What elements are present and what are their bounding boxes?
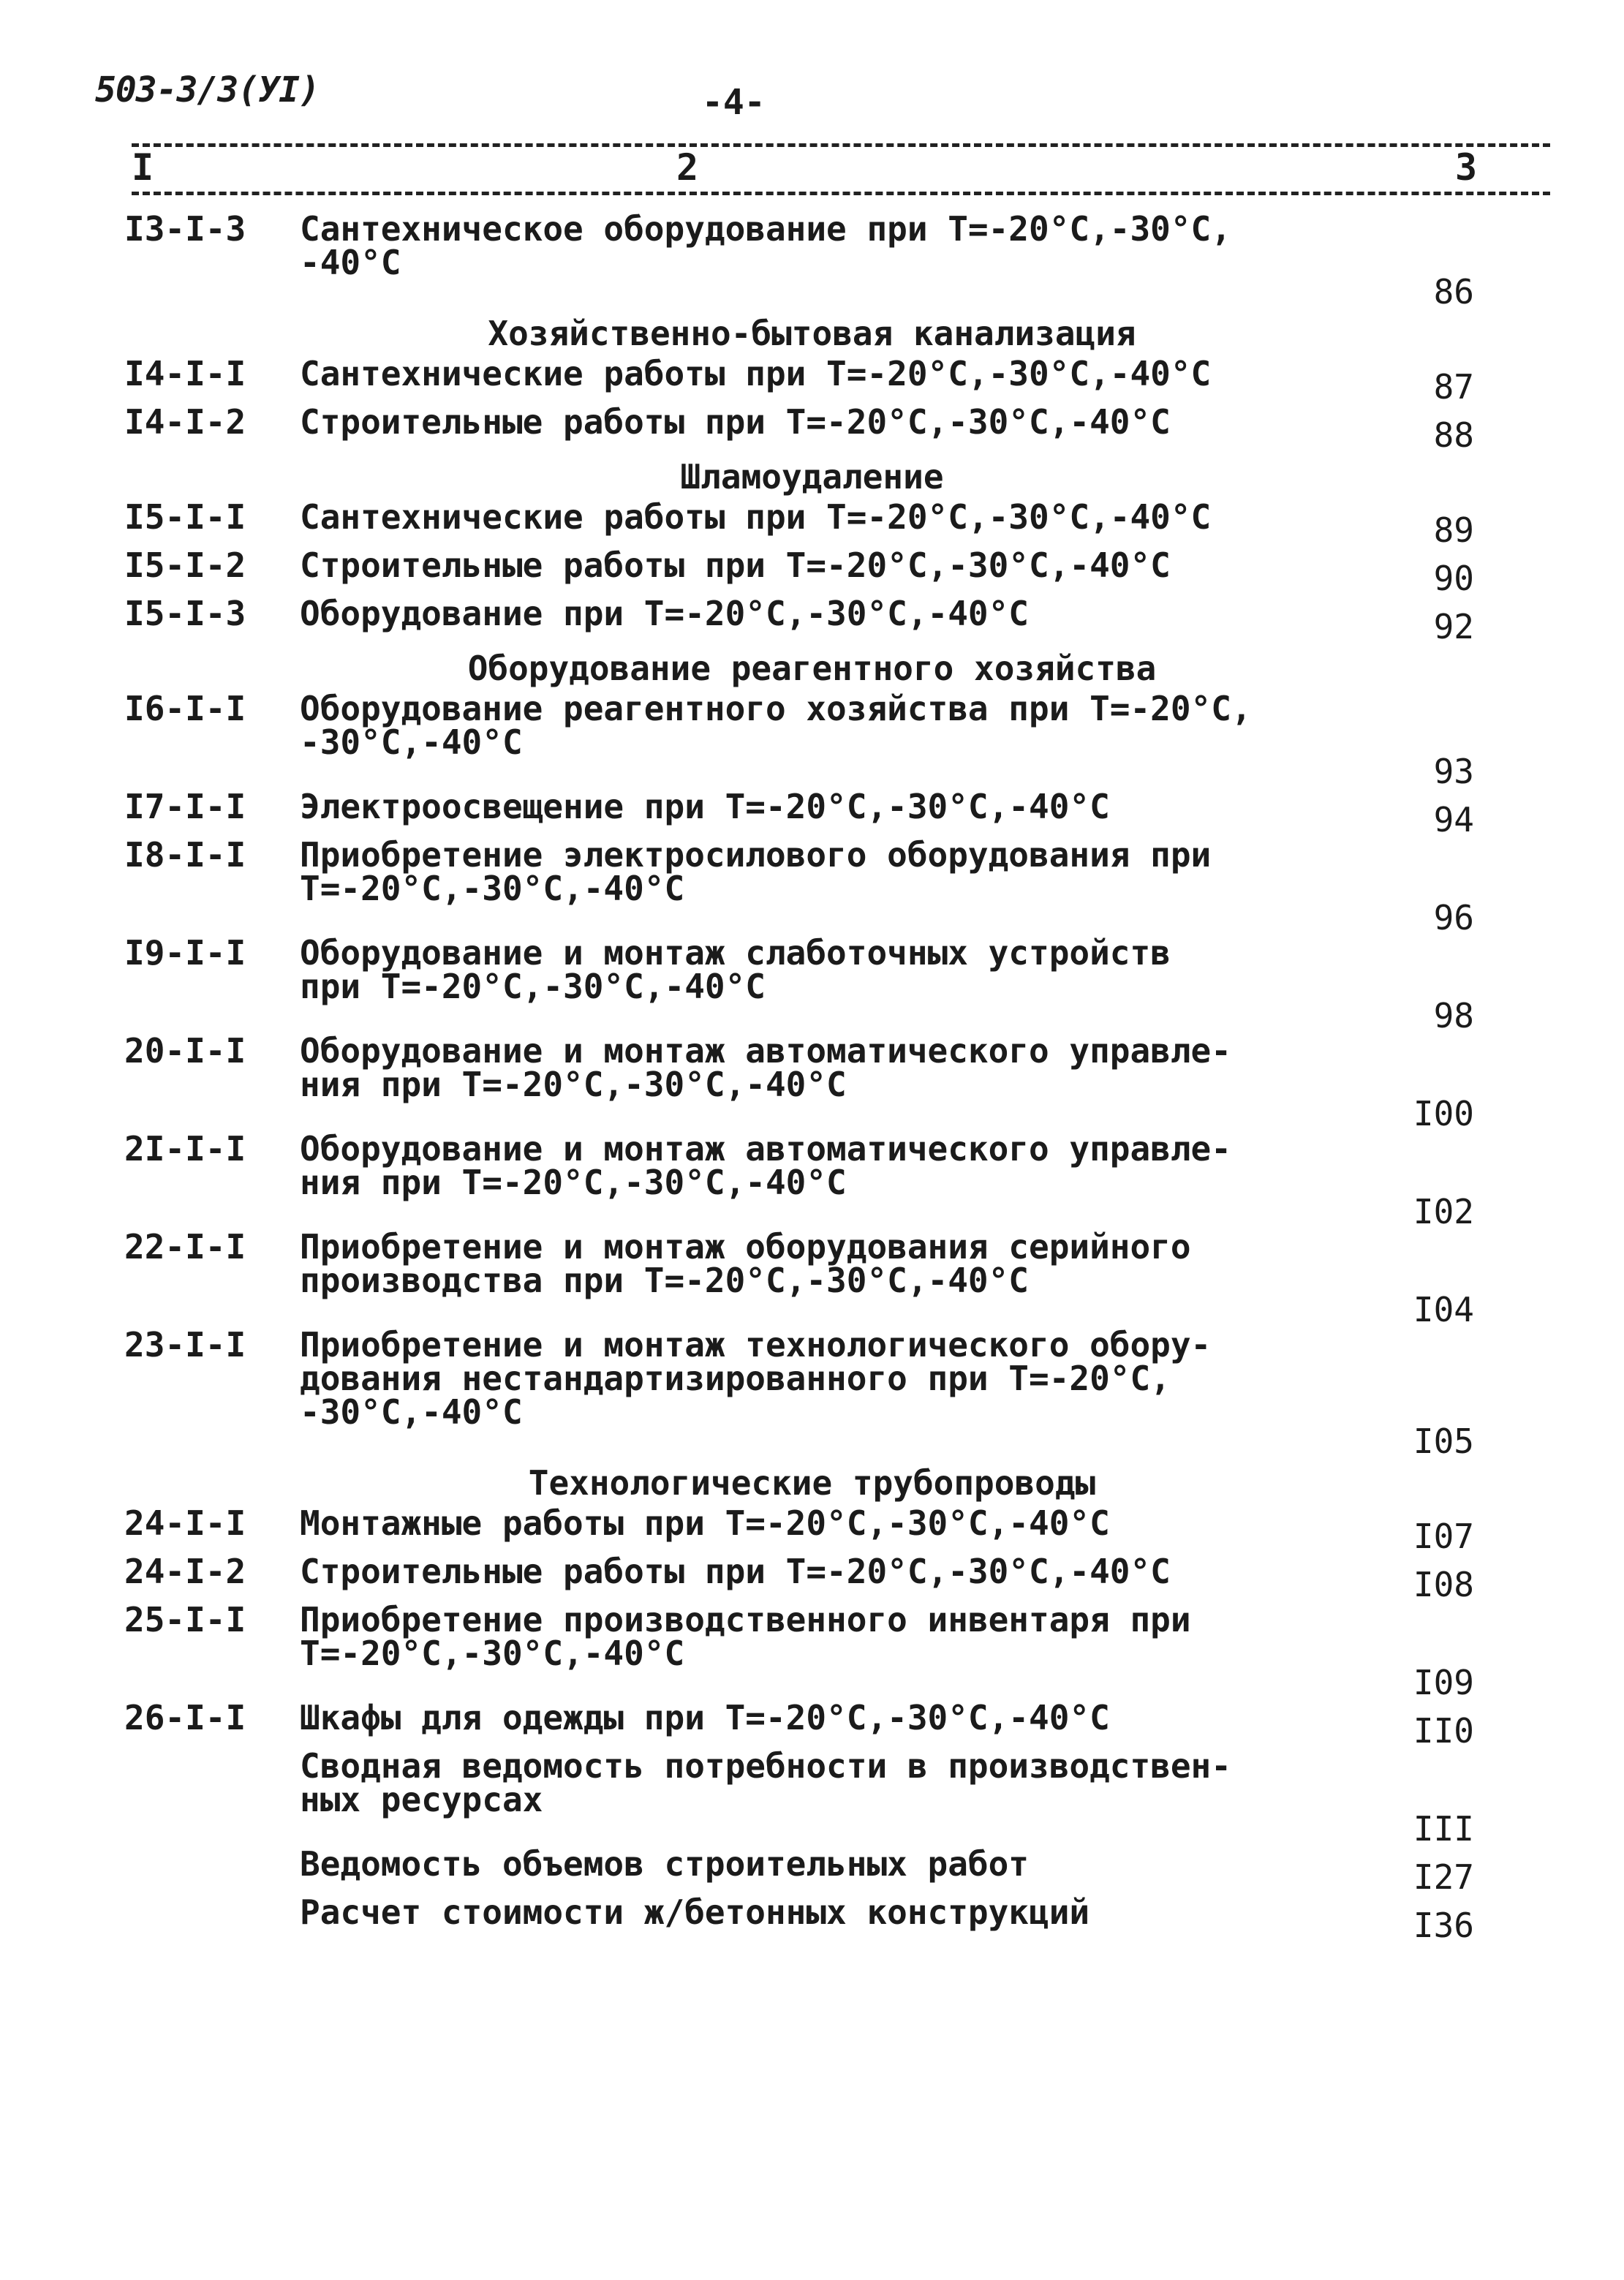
toc-entry [0,1503,1624,1556]
toc-entry-code: I3-I-3 [124,209,246,249]
column-header-2: 2 [676,146,699,189]
toc-entry [0,1552,1624,1604]
toc-entry-title [300,835,1309,908]
toc-entry-title-line: -30°С,-40°С [300,1392,523,1432]
toc-entry-page: I27 [1413,1857,1474,1897]
document-code: 503-3/3(УI) [95,69,320,110]
toc-entry-title [300,354,1309,393]
toc-entry-page: 96 [1433,898,1474,937]
toc-entry-title-line: Оборудование при Т=-20°С,-30°С,-40°С [300,594,1029,633]
toc-entry-page: I00 [1413,1094,1474,1133]
toc-entry [0,1227,1624,1329]
toc-entry-code: 22-I-I [124,1227,246,1267]
toc-entry-page: 89 [1433,510,1474,550]
toc-entry [0,1892,1624,1945]
toc-entry [0,1129,1624,1231]
toc-entry-title-line: Сантехнические работы при Т=-20°С,-30°С,-40°С [300,497,1212,537]
toc-entry-title [300,1600,1309,1673]
toc-entry-title [300,1129,1309,1202]
toc-entry-title [300,787,1309,826]
toc-entry [0,1600,1624,1702]
toc-entry-code: I5-I-2 [124,546,246,585]
toc-entry [0,1031,1624,1133]
toc-entry-page: II0 [1413,1711,1474,1751]
toc-entry-page: I05 [1413,1422,1474,1461]
toc-entry [0,402,1624,455]
toc-entry-page: I04 [1413,1290,1474,1329]
toc-entry-page: 90 [1433,559,1474,598]
toc-entry-title-line: Оборудование и монтаж слаботочных устройств [300,933,1171,973]
toc-entry [0,209,1624,312]
header-divider-bottom [132,192,1550,195]
toc-entry-title-line: Строительные работы при Т=-20°С,-30°С,-40°С [300,546,1171,585]
toc-entry-code: I7-I-I [124,787,246,826]
toc-entry-page: III [1413,1809,1474,1849]
toc-entry-page: I02 [1413,1192,1474,1231]
toc-entry-title [300,689,1309,762]
toc-entry-title-line: Шкафы для одежды при Т=-20°С,-30°С,-40°С [300,1698,1110,1737]
toc-entry-title-line: Ведомость объемов строительных работ [300,1844,1029,1884]
toc-entry-title-line: производства при Т=-20°С,-30°С,-40°С [300,1261,1029,1300]
section-heading: Оборудование реагентного хозяйства [467,649,1157,688]
toc-entry-code: 2I-I-I [124,1129,246,1169]
toc-entry-code: 20-I-I [124,1031,246,1071]
toc-entry-page: I36 [1413,1906,1474,1945]
toc-entry-title [300,1552,1309,1591]
header-divider-top [132,143,1550,147]
toc-entry-page: I09 [1413,1663,1474,1702]
toc-entry-page: I07 [1413,1517,1474,1556]
toc-entry-page: 93 [1433,752,1474,791]
toc-entry-code: I4-I-2 [124,402,246,442]
toc-entry-title-line: -30°С,-40°С [300,722,523,762]
toc-entry-title-line: Приобретение электросилового оборудования при [300,835,1212,875]
toc-entry-page: 88 [1433,415,1474,455]
toc-entry-page: 94 [1433,800,1474,839]
toc-entry [0,835,1624,937]
toc-entry-code: I9-I-I [124,933,246,973]
toc-entry-title [300,594,1309,633]
toc-entry [0,1698,1624,1751]
toc-entry-title-line: дования нестандартизированного при Т=-20°С, [300,1359,1171,1398]
toc-entry-title-line: Строительные работы при Т=-20°С,-30°С,-40°С [300,1552,1171,1591]
column-header-1: I [132,146,154,189]
section-heading: Хозяйственно-бытовая канализация [488,314,1136,353]
toc-entry-title-line: Расчет стоимости ж/бетонных конструкций [300,1892,1090,1932]
toc-entry [0,787,1624,839]
toc-entry [0,1746,1624,1849]
toc-entry-page: 98 [1433,996,1474,1035]
section-heading: Шламоудаление [680,457,944,497]
toc-entry-page: 86 [1433,272,1474,312]
toc-entry-title-line: Приобретение производственного инвентаря при [300,1600,1191,1639]
toc-entry-code: 25-I-I [124,1600,246,1639]
toc-entry-title-line: ных ресурсах [300,1780,543,1819]
toc-entry [0,689,1624,791]
toc-entry-title-line: Т=-20°С,-30°С,-40°С [300,1634,685,1673]
toc-entry-code: 23-I-I [124,1325,246,1364]
toc-entry-code: I5-I-3 [124,594,246,633]
toc-entry-title-line: Т=-20°С,-30°С,-40°С [300,869,685,908]
toc-entry [0,1844,1624,1897]
toc-entry-code: I8-I-I [124,835,246,875]
toc-entry [0,594,1624,646]
toc-entry-title [300,1892,1309,1932]
toc-entry [0,354,1624,407]
toc-entry-title-line: Оборудование и монтаж автоматического управле- [300,1031,1231,1071]
toc-entry-title [300,1325,1309,1432]
toc-entry-page: 87 [1433,367,1474,407]
toc-entry-code: 24-I-I [124,1503,246,1543]
toc-entry-title-line: Приобретение и монтаж технологического обору- [300,1325,1212,1364]
toc-entry-page: I08 [1413,1565,1474,1604]
page-number: -4- [702,82,766,123]
toc-entry [0,548,1624,597]
toc-entry-page: 92 [1433,607,1474,646]
toc-entry-title [300,546,1309,585]
toc-entry-title-line: Приобретение и монтаж оборудования серийного [300,1227,1191,1267]
toc-entry [0,1325,1624,1461]
toc-entry-title [300,1698,1309,1737]
toc-entry-title-line: Оборудование и монтаж автоматического управле- [300,1129,1231,1169]
toc-entry-code: 26-I-I [124,1698,246,1737]
toc-entry-title [300,1746,1309,1819]
toc-entry-code: I4-I-I [124,354,246,393]
toc-entry-code: I6-I-I [124,689,246,728]
section-heading: Технологические трубопроводы [528,1463,1096,1503]
toc-entry-title-line: Электроосвещение при Т=-20°С,-30°С,-40°С [300,787,1110,826]
toc-entry-title-line: Сводная ведомость потребности в производствен- [300,1746,1231,1786]
table-of-contents [0,209,1624,1945]
toc-entry-title [300,1227,1309,1300]
toc-entry [0,933,1624,1035]
toc-entry-title [300,209,1309,282]
toc-entry-title [300,933,1309,1006]
toc-entry-title [300,1844,1309,1884]
toc-entry-title-line: Оборудование реагентного хозяйства при Т=-20°С, [300,689,1252,728]
toc-entry-title-line: Строительные работы при Т=-20°С,-30°С,-40°С [300,402,1171,442]
toc-entry-code: I5-I-I [124,497,246,537]
column-header-3: 3 [1455,146,1478,189]
toc-entry-title-line: при Т=-20°С,-30°С,-40°С [300,967,766,1006]
toc-entry-title-line: Сантехническое оборудование при Т=-20°С,-30°С, [300,209,1231,249]
toc-entry [0,497,1624,550]
toc-entry-title [300,402,1309,442]
toc-entry-code: 24-I-2 [124,1552,246,1591]
toc-entry-title [300,1031,1309,1104]
toc-entry-title-line: ния при Т=-20°С,-30°С,-40°С [300,1065,847,1104]
toc-entry-title-line: ния при Т=-20°С,-30°С,-40°С [300,1163,847,1202]
toc-entry-title [300,497,1309,537]
toc-entry-title [300,1503,1309,1543]
toc-entry-title-line: Монтажные работы при Т=-20°С,-30°С,-40°С [300,1503,1110,1543]
toc-entry-title-line: Сантехнические работы при Т=-20°С,-30°С,-40°С [300,354,1212,393]
toc-entry-title-line: -40°С [300,243,401,282]
